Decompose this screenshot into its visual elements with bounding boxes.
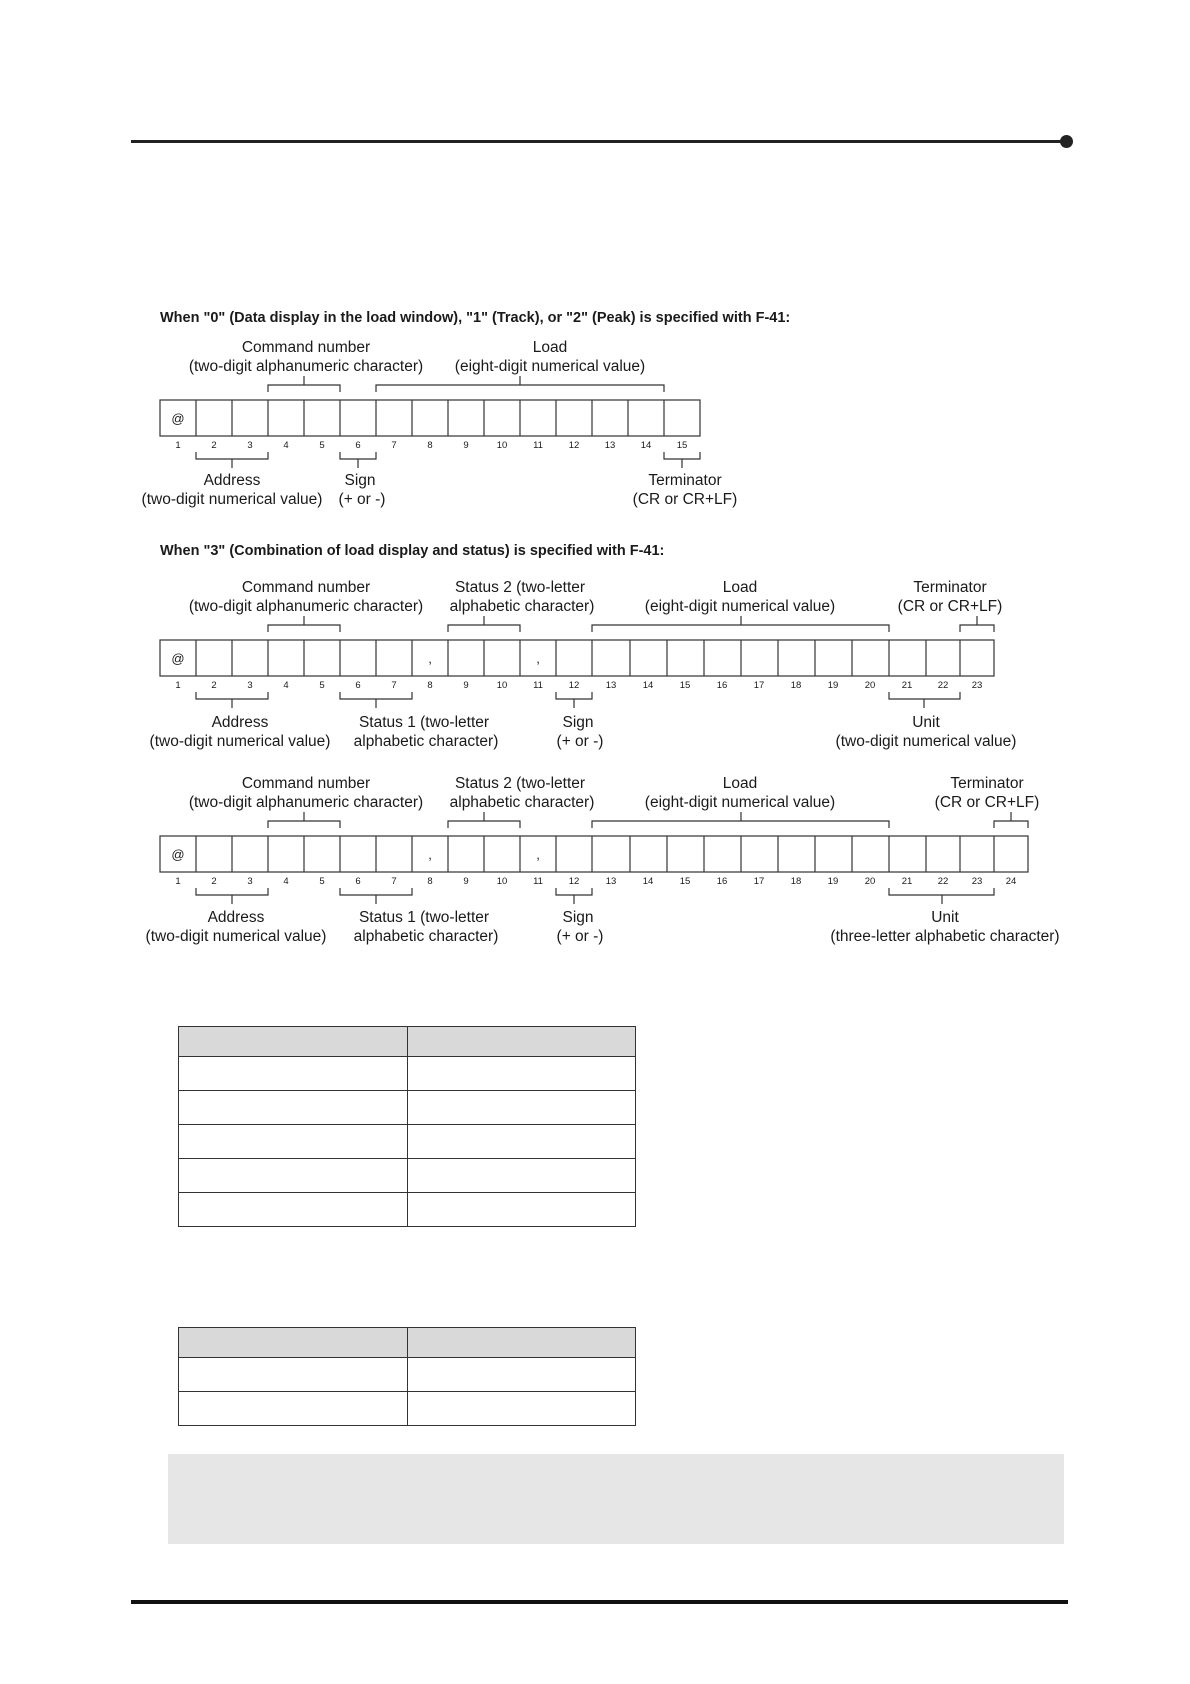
d2-pos: 4 [283,680,289,691]
table-cell [407,1358,636,1392]
d2-status2-bracket [448,616,520,632]
d1-pos: 8 [427,440,433,451]
d1-addr-bracket [196,452,268,468]
d3-unit-bracket [889,888,994,904]
d2-sign-bracket [556,692,592,708]
d1-term-sub: (CR or CR+LF) [632,491,738,508]
table-cell [407,1159,636,1193]
d1-sign-title: Sign [344,472,376,489]
d1-cmd-sub: (two-digit alphanumeric character) [188,358,424,375]
table-2-header-row [179,1328,636,1358]
d2-status1-sub: alphabetic character) [353,733,499,750]
d1-load-sub: (eight-digit numerical value) [454,358,646,375]
d3-pos: 12 [568,876,580,887]
d2-cmd-title: Command number [241,579,371,596]
table-header-cell [407,1027,636,1057]
d1-cmd-title: Command number [241,339,371,356]
table-1 [178,1026,636,1227]
d3-pos: 17 [753,876,765,887]
d3-pos: 6 [355,876,361,887]
table-cell [179,1091,408,1125]
d3-pos: 3 [247,876,253,887]
d2-pos: 18 [790,680,802,691]
d1-pos: 10 [496,440,508,451]
d3-term-title: Terminator [950,775,1024,792]
d2-pos: 12 [568,680,580,691]
d3-pos: 15 [679,876,691,887]
d1-pos: 1 [175,440,181,451]
table-header-cell [179,1027,408,1057]
d3-pos: 10 [496,876,508,887]
d3-position-numbers [175,876,1016,887]
d1-position-numbers [175,440,687,451]
d1-sign-bracket [340,452,376,468]
d2-pos: 2 [211,680,217,691]
d2-pos: 10 [496,680,508,691]
table-cell [407,1091,636,1125]
d3-load-title: Load [722,775,758,792]
d3-pos: 13 [605,876,617,887]
d3-pos: 2 [211,876,217,887]
table-1-header-row [179,1027,636,1057]
d2-addr-sub: (two-digit numerical value) [149,733,331,750]
d1-pos: 7 [391,440,397,451]
d2-addr-bracket [196,692,268,708]
d2-status2-title: Status 2 (two-letter [454,579,586,596]
table-row [179,1091,636,1125]
d1-load-title: Load [532,339,568,356]
d1-pos: 15 [676,440,688,451]
d3-pos: 8 [427,876,433,887]
table-cell [179,1392,408,1426]
d3-status1-title: Status 1 (two-letter [358,909,490,926]
d2-pos: 13 [605,680,617,691]
d3-pos: 21 [901,876,913,887]
d2-pos: 8 [427,680,433,691]
d3-term-bracket [994,812,1028,828]
table-row [179,1193,636,1227]
table-cell [179,1193,408,1227]
d2-pos: 9 [463,680,469,691]
d2-pos: 20 [864,680,876,691]
d3-pos: 5 [319,876,325,887]
d2-frame-outline [160,640,994,676]
d3-pos: 4 [283,876,289,887]
d3-pos: 22 [937,876,949,887]
d1-pos: 3 [247,440,253,451]
d2-pos: 11 [533,680,543,691]
table-row [179,1358,636,1392]
table-header-cell [407,1328,636,1358]
d2-cell-at: @ [171,651,185,666]
d2-unit-bracket [889,692,960,708]
d2-term-sub: (CR or CR+LF) [897,598,1003,615]
d3-addr-sub: (two-digit numerical value) [145,928,327,945]
d3-cmd-sub: (two-digit alphanumeric character) [188,794,424,811]
d3-pos: 7 [391,876,397,887]
d3-cell-at: @ [171,847,185,862]
d1-cmd-bracket [268,376,340,392]
table-cell [407,1193,636,1227]
d3-sign-bracket [556,888,592,904]
d3-comma-1: , [428,847,432,862]
d1-pos: 13 [604,440,616,451]
table-2 [178,1327,636,1426]
d1-pos: 6 [355,440,361,451]
d3-sign-sub: (+ or -) [556,928,604,945]
d2-pos: 1 [175,680,181,691]
d3-term-sub: (CR or CR+LF) [934,794,1040,811]
d1-sign-sub: (+ or -) [338,491,386,508]
d1-pos: 5 [319,440,325,451]
d2-pos: 15 [679,680,691,691]
d3-frame-outline [160,836,1028,872]
d1-pos: 9 [463,440,469,451]
diagram1-heading: When "0" (Data display in the load window), "1" (Track), or "2" (Peak) is specified with F-41: [160,310,791,326]
d2-load-sub: (eight-digit numerical value) [644,598,836,615]
d2-pos: 17 [753,680,765,691]
d2-status1-title: Status 1 (two-letter [358,714,490,731]
d1-pos: 11 [533,440,543,451]
d1-pos: 4 [283,440,289,451]
d3-pos: 18 [790,876,802,887]
d3-status1-bracket [340,888,412,904]
d1-pos: 12 [568,440,580,451]
d2-pos: 19 [827,680,839,691]
note-box [168,1454,1064,1544]
d3-addr-title: Address [207,909,265,926]
d2-sign-sub: (+ or -) [556,733,604,750]
table-cell [179,1358,408,1392]
d3-pos: 24 [1005,876,1017,887]
d2-unit-title: Unit [912,714,940,731]
d3-pos: 9 [463,876,469,887]
table-header-cell [179,1328,408,1358]
d2-term-bracket [960,616,994,632]
d2-pos: 3 [247,680,253,691]
d2-pos: 23 [971,680,983,691]
footer-rule [131,1600,1068,1604]
d3-pos: 23 [971,876,983,887]
d3-pos: 19 [827,876,839,887]
d2-pos: 6 [355,680,361,691]
d2-status2-sub: alphabetic character) [449,598,595,615]
d2-status1-bracket [340,692,412,708]
table-cell [179,1159,408,1193]
d1-term-bracket [664,452,700,468]
table-cell [407,1392,636,1426]
d3-pos: 14 [642,876,654,887]
d2-comma-2: , [536,651,540,666]
d3-sign-title: Sign [562,909,594,926]
d3-addr-bracket [196,888,268,904]
d3-pos: 16 [716,876,728,887]
d1-term-title: Terminator [648,472,722,489]
table-row [179,1159,636,1193]
table-row [179,1057,636,1091]
d3-pos: 1 [175,876,181,887]
d3-pos: 11 [533,876,543,887]
table-row [179,1125,636,1159]
d3-cmd-bracket [268,812,340,828]
d3-comma-2: , [536,847,540,862]
d2-pos: 7 [391,680,397,691]
table-cell [407,1125,636,1159]
d3-load-sub: (eight-digit numerical value) [644,794,836,811]
diagram2-heading: When "3" (Combination of load display and status) is specified with F-41: [160,543,665,559]
d1-load-bracket [376,376,664,392]
d3-unit-sub: (three-letter alphabetic character) [830,928,1060,945]
d2-position-numbers [175,680,982,691]
d2-pos: 16 [716,680,728,691]
d2-comma-1: , [428,651,432,666]
table-row [179,1392,636,1426]
d2-pos: 5 [319,680,325,691]
d3-status1-sub: alphabetic character) [353,928,499,945]
d1-pos: 2 [211,440,217,451]
d2-load-title: Load [722,579,758,596]
d2-cmd-sub: (two-digit alphanumeric character) [188,598,424,615]
d1-addr-sub: (two-digit numerical value) [141,491,323,508]
d3-load-bracket [592,812,889,828]
d3-status2-title: Status 2 (two-letter [454,775,586,792]
d2-addr-title: Address [211,714,269,731]
d2-term-title: Terminator [913,579,987,596]
d2-cmd-bracket [268,616,340,632]
d1-frame-outline [160,400,700,436]
d2-pos: 22 [937,680,949,691]
d1-pos: 14 [640,440,652,451]
d3-status2-bracket [448,812,520,828]
d2-load-bracket [592,616,889,632]
table-cell [407,1057,636,1091]
d1-cell-at: @ [171,411,185,426]
table-cell [179,1125,408,1159]
d3-pos: 20 [864,876,876,887]
d2-sign-title: Sign [562,714,594,731]
d3-cmd-title: Command number [241,775,371,792]
d1-addr-title: Address [203,472,261,489]
d2-pos: 21 [901,680,913,691]
d3-status2-sub: alphabetic character) [449,794,595,811]
d2-unit-sub: (two-digit numerical value) [835,733,1017,750]
table-cell [179,1057,408,1091]
d2-pos: 14 [642,680,654,691]
d3-unit-title: Unit [931,909,959,926]
